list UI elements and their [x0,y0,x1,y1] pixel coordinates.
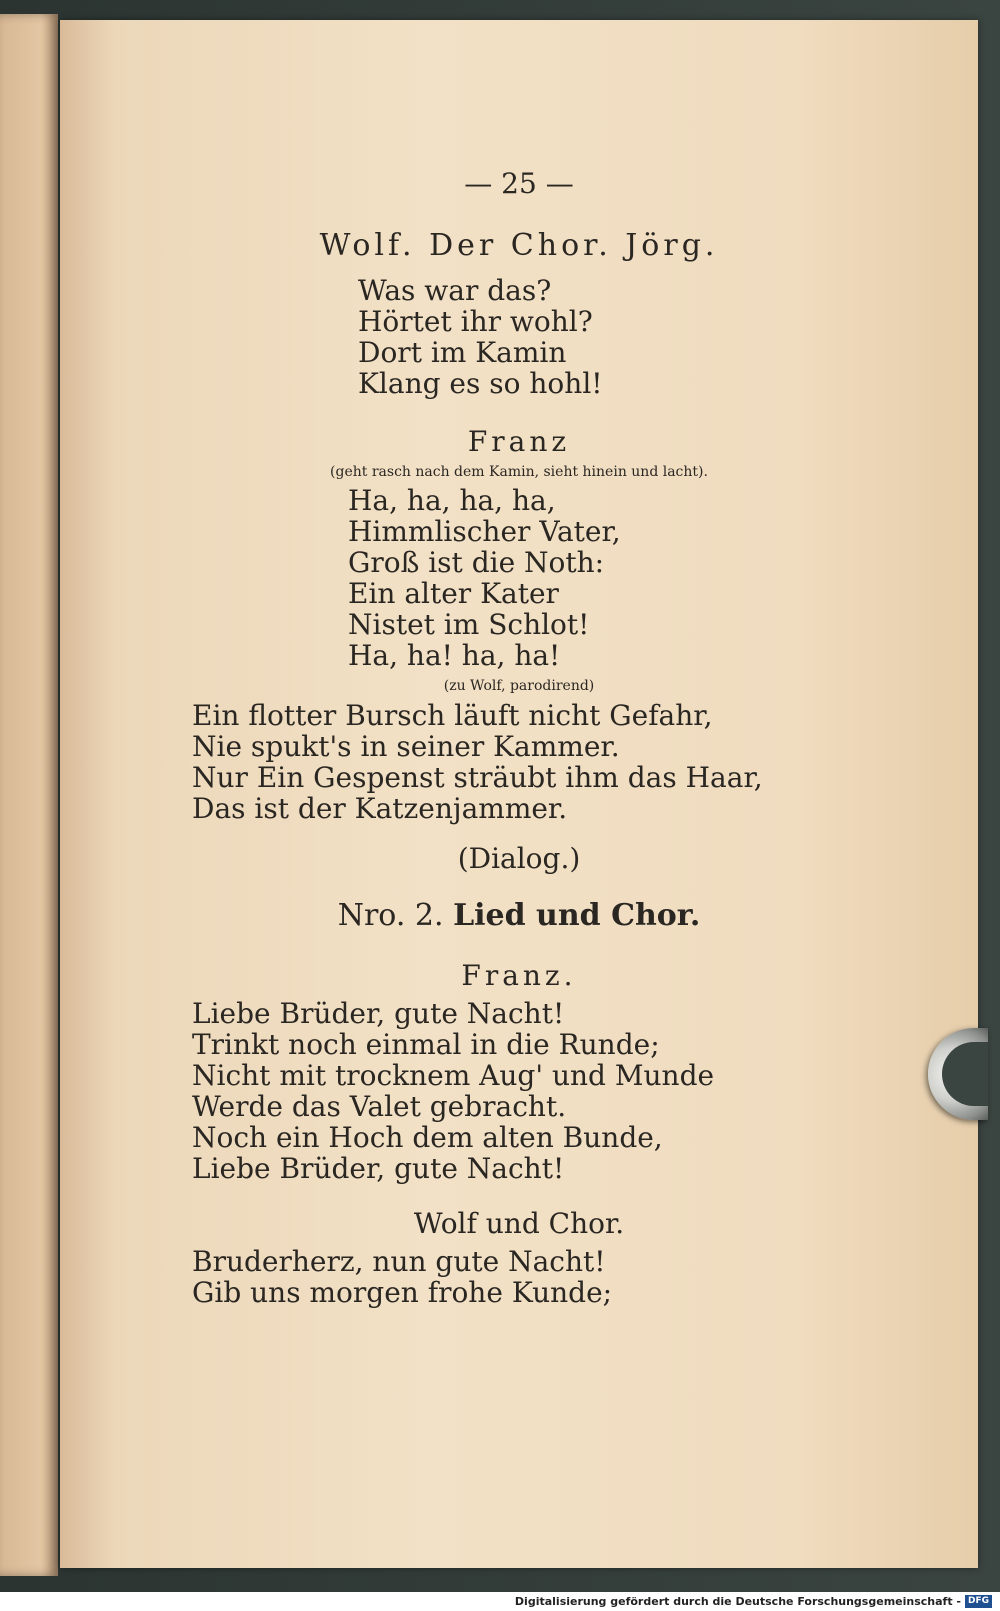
stage-direction: (zu Wolf, parodirend) [443,678,595,694]
song-title: Lied und Chor. [453,898,701,933]
verse-line: Liebe Brüder, gute Nacht! [192,997,565,1030]
verse-line: Nicht mit trocknem Aug' und Munde [192,1059,715,1092]
dfg-logo-icon: DFG [965,1595,992,1608]
verse-line: Trinkt noch einmal in die Runde; [192,1028,660,1061]
number-heading [60,900,978,932]
verse-line: Nur Ein Gespenst sträubt ihm das Haar, [192,761,763,794]
verse-line: Ein flotter Bursch läuft nicht Gefahr, [192,699,713,732]
verse-line: Nistet im Schlot! [348,608,590,641]
verse-line: Ha, ha, ha, ha, [348,484,556,517]
verse-line: Noch ein Hoch dem alten Bunde, [192,1121,663,1154]
footer [509,1592,992,1611]
number-prefix: Nro. 2. [337,898,444,933]
stage-direction: (geht rasch nach dem Kamin, sieht hinein und lacht). [330,464,708,480]
dialog-marker: (Dialog.) [457,842,581,875]
verse-line: Dort im Kamin [358,336,567,369]
verse-line: Was war das? [358,274,552,307]
verse-line: Liebe Brüder, gute Nacht! [192,1152,565,1185]
left-page-edge [0,14,58,1576]
verse-line: Himmlischer Vater, [348,515,621,548]
verse-line: Bruderherz, nun gute Nacht! [192,1245,606,1278]
verse-line: Ha, ha! ha, ha! [348,639,561,672]
speaker-heading-1: Wolf. Der Chor. Jörg. [319,228,719,263]
book-page [60,20,978,1568]
verse-line: Das ist der Katzenjammer. [192,792,568,825]
speaker-heading-3: Franz. [461,959,577,992]
verse-line: Gib uns morgen frohe Kunde; [192,1276,613,1309]
verse-line: Groß ist die Noth: [348,546,605,579]
page-text [60,20,978,1568]
speaker-heading-4: Wolf und Chor. [413,1207,625,1240]
verse-line: Nie spukt's in seiner Kammer. [192,730,620,763]
verse-line: Hörtet ihr wohl? [358,305,593,338]
footer-text: Digitalisierung gefördert durch die Deutsche Forschungsgemeinschaft - [514,1595,961,1608]
verse-line: Klang es so hohl! [358,367,603,400]
verse-line: Werde das Valet gebracht. [192,1090,567,1123]
speaker-heading-2: Franz [467,425,571,458]
page-number: — 25 — [464,167,574,200]
verse-line: Ein alter Kater [348,577,559,610]
